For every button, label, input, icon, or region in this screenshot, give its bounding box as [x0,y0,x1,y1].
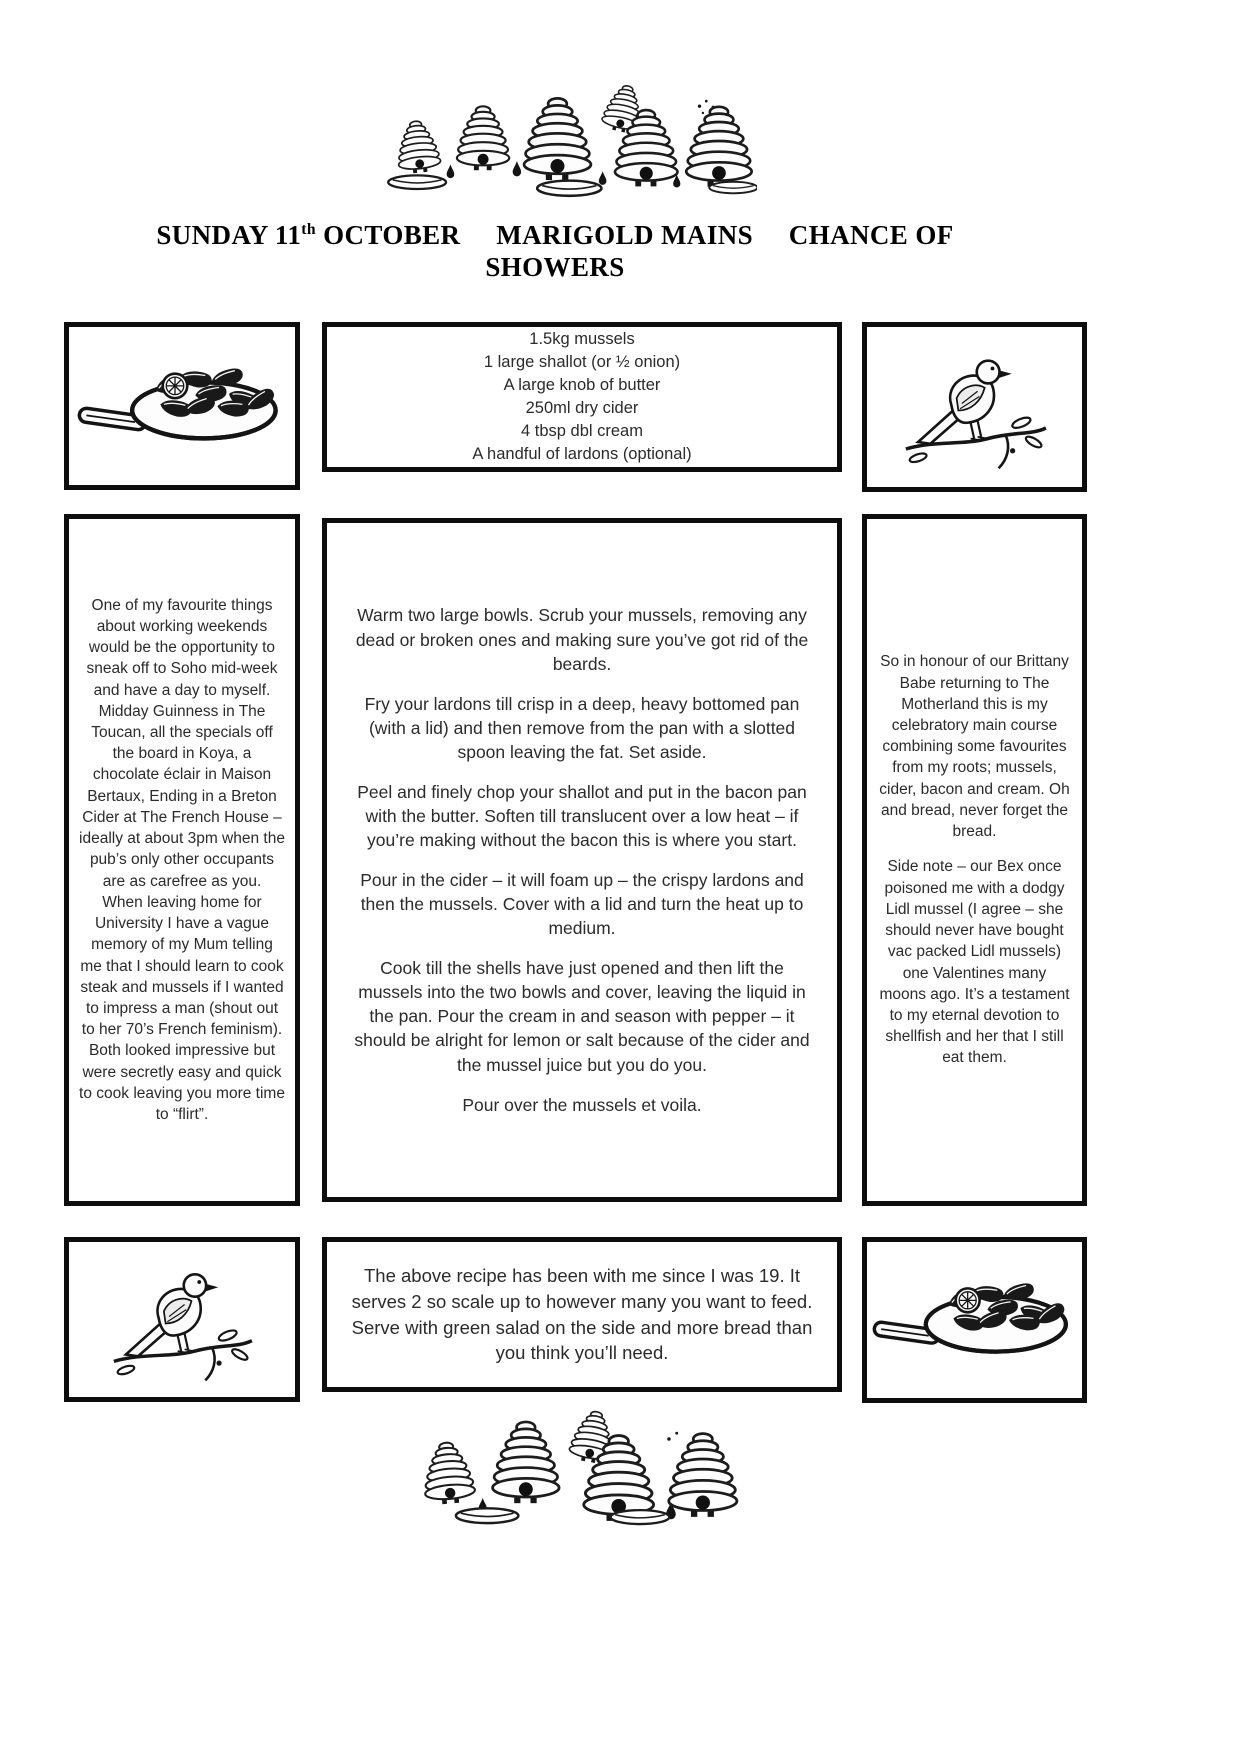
beehives-banner-bottom-illustration [412,1408,748,1526]
serving-note-text: The above recipe has been with me since I was 19. It serves 2 so scale up to however many you want to feed. Serve with green salad on the side and more bread than you think you’ll need. [351,1265,813,1364]
ingredients-box [322,322,842,472]
story-paragraph: When leaving home for University I have a vague memory of my Mum telling me that I should learn to cook steak and mussels if I wanted to impress a man (shout out to her 70’s French feminism). Both looked impressive but were secretly easy and quick to cook leaving you more time to “flirt”. [79,893,285,1124]
page-title [80,220,1030,284]
method-box [322,518,842,1202]
title-line-1 [80,220,1030,252]
ingredient-line: 1 large shallot (or ½ onion) [483,352,681,371]
beehives-banner-top-illustration [385,82,757,198]
title-date-ordinal: th [301,221,316,238]
method-step: Pour over the mussels et voila. [462,1094,702,1115]
mussel-pan-illustration [872,1255,1077,1385]
side-note-box [862,514,1087,1206]
title-date: SUNDAY 11 [156,220,302,250]
mussel-pan-image-box-top-left [64,322,300,490]
method-step: Warm two large bowls. Scrub your mussels, removing any dead or broken ones and making sure you’ve got rid of the beards. [355,605,809,674]
title-line-2: SHOWERS [485,251,625,282]
ingredient-line: A handful of lardons (optional) [472,445,692,464]
title-rest: OCTOBER MARIGOLD MAINS CHANCE OF [315,220,954,250]
method-step: Pour in the cider – it will foam up – the crispy lardons and then the mussels. Cover with a lid and turn the heat up to medium. [360,869,804,939]
bird-illustration [900,337,1050,477]
mussel-pan-illustration [77,340,287,472]
story-paragraph: One of my favourite things about working weekends would be the opportunity to sneak off to Soho mid-week and have a day to myself. Midday Guinness in The Toucan, all the specials off the board in Koya, a chocolate éclair in Maison Bertaux, Ending in a Breton Cider at The French House – ideally at about 3pm when the pub’s only other occupants are as carefree as you. [79,596,285,890]
ingredient-line: 250ml dry cider [525,399,639,417]
story-box [64,514,300,1206]
ingredient-line: 4 tbsp dbl cream [521,422,643,441]
serving-note-box [322,1237,842,1392]
bird-illustration [108,1251,256,1389]
side-note-paragraph: Side note – our Bex once poisoned me with a dodgy Lidl mussel (I agree – she should never have bought vac packed Lidl mussels) one Valentines many moons ago. It’s a testament to my eternal devotion to shellfish and her that I still eat them. [879,858,1070,1067]
method-step: Fry your lardons till crisp in a deep, heavy bottomed pan (with a lid) and then remove from the pan with a slotted spoon leaving the fat. Set aside. [364,693,800,762]
ingredient-line: 1.5kg mussels [529,329,635,348]
ingredient-line: A large knob of butter [503,375,661,394]
method-step: Peel and finely chop your shallot and put in the bacon pan with the butter. Soften till translucent over a low heat – if you’re making without the bacon this is where you start. [357,781,807,850]
side-note-paragraph: So in honour of our Brittany Babe returning to The Motherland this is my celebratory main course combining some favourites from my roots; mussels, cider, bacon and cream. Oh and bread, never forget the bread. [879,653,1070,841]
method-step: Cook till the shells have just opened and then lift the mussels into the two bowls and cover, leaving the liquid in the pan. Pour the cream in and season with pepper – it should be alright for lemon or salt because of the cider and the mussel juice but you do you. [354,958,810,1075]
bird-image-box-bottom-left [64,1237,300,1402]
bird-image-box-top-right [862,322,1087,492]
mussel-pan-image-box-bottom-right [862,1237,1087,1403]
